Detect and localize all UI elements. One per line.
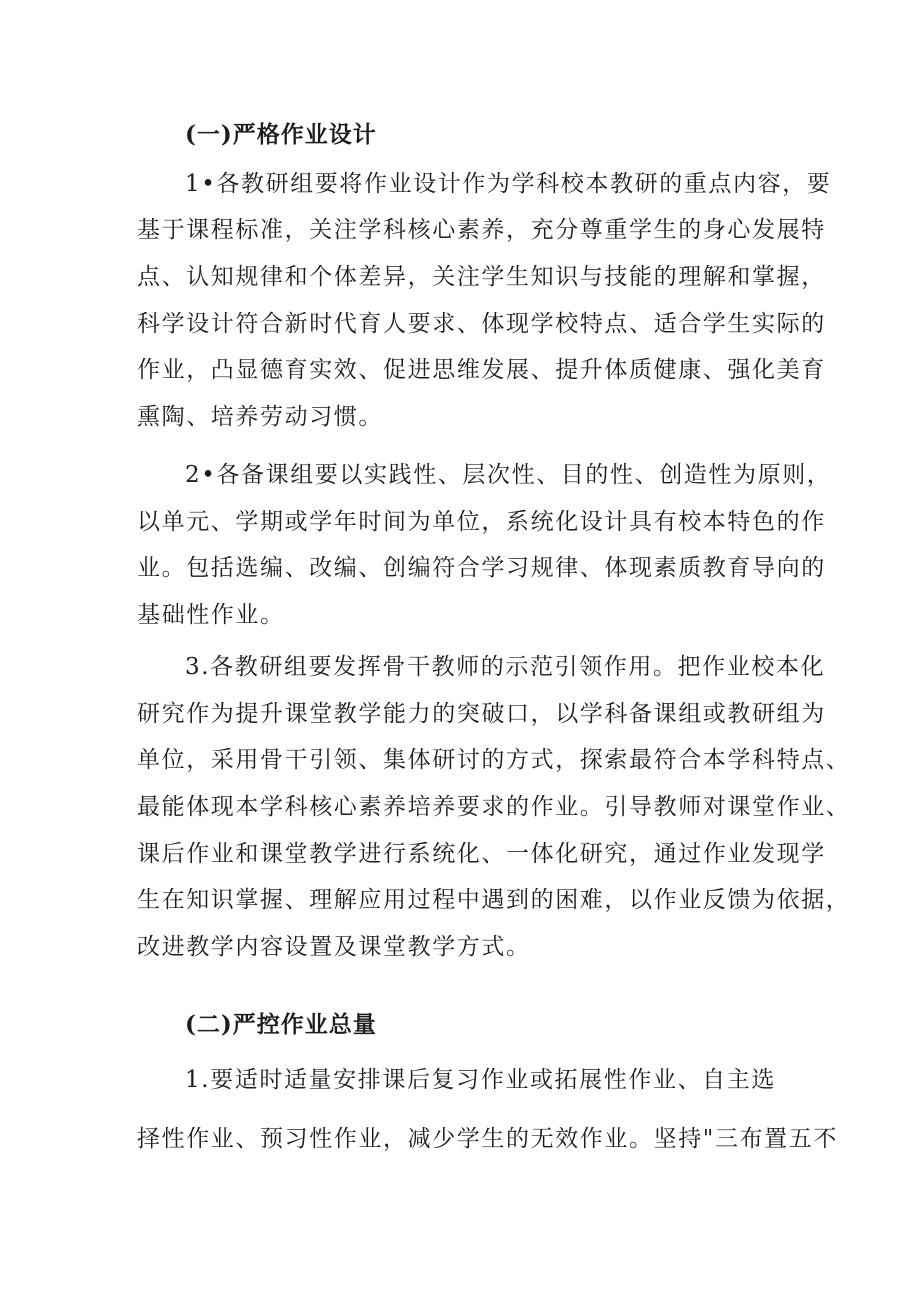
paragraph-line: 1•各教研组要将作业设计作为学科校本教研的重点内容，要 <box>185 171 832 197</box>
paragraph-line: 2•各备课组要以实践性、层次性、目的性、创造性为原则， <box>185 462 832 488</box>
paragraph-line: 作业，凸显德育实效、促进思维发展、提升体质健康、强化美育 <box>137 357 826 383</box>
paragraph-line: 科学设计符合新时代育人要求、体现学校特点、适合学生实际的 <box>137 311 826 337</box>
paragraph-line: 业。包括选编、改编、创编符合学习规律、体现素质教育导向的 <box>137 555 826 581</box>
paragraph-line: 改进教学内容设置及课堂教学方式。 <box>137 934 531 960</box>
paragraph-line: 最能体现本学科核心素养培养要求的作业。引导教师对课堂作业、 <box>137 794 851 820</box>
paragraph-line: 以单元、学期或学年时间为单位，系统化设计具有校本特色的作 <box>137 509 826 535</box>
paragraph-line: 基础性作业。 <box>137 602 285 628</box>
paragraph-line: 基于课程标准，关注学科核心素养，充分尊重学生的身心发展特 <box>137 217 826 243</box>
paragraph-line: 点、认知规律和个体差异，关注学生知识与技能的理解和掌握， <box>137 264 826 290</box>
section-1-heading: (一)严格作业设计 <box>185 121 377 148</box>
paragraph-line: 择性作业、预习性作业，减少学生的无效作业。坚持"三布置五不 <box>137 1126 838 1152</box>
paragraph-line: 单位，采用骨干引领、集体研讨的方式，探索最符合本学科特点、 <box>137 747 851 773</box>
paragraph-line: 课后作业和课堂教学进行系统化、一体化研究，通过作业发现学 <box>137 841 826 867</box>
paragraph-line: 3.各教研组要发挥骨干教师的示范引领作用。把作业校本化 <box>185 654 826 680</box>
paragraph-line: 熏陶、培养劳动习惯。 <box>137 404 383 430</box>
paragraph-line: 生在知识掌握、理解应用过程中遇到的困难，以作业反馈为依据， <box>137 887 851 913</box>
paragraph-line: 1.要适时适量安排课后复习作业或拓展性作业、自主选 <box>185 1067 776 1093</box>
paragraph-line: 研究作为提升课堂教学能力的突破口，以学科备课组或教研组为 <box>137 701 826 727</box>
section-2-heading: (二)严控作业总量 <box>185 1011 377 1038</box>
